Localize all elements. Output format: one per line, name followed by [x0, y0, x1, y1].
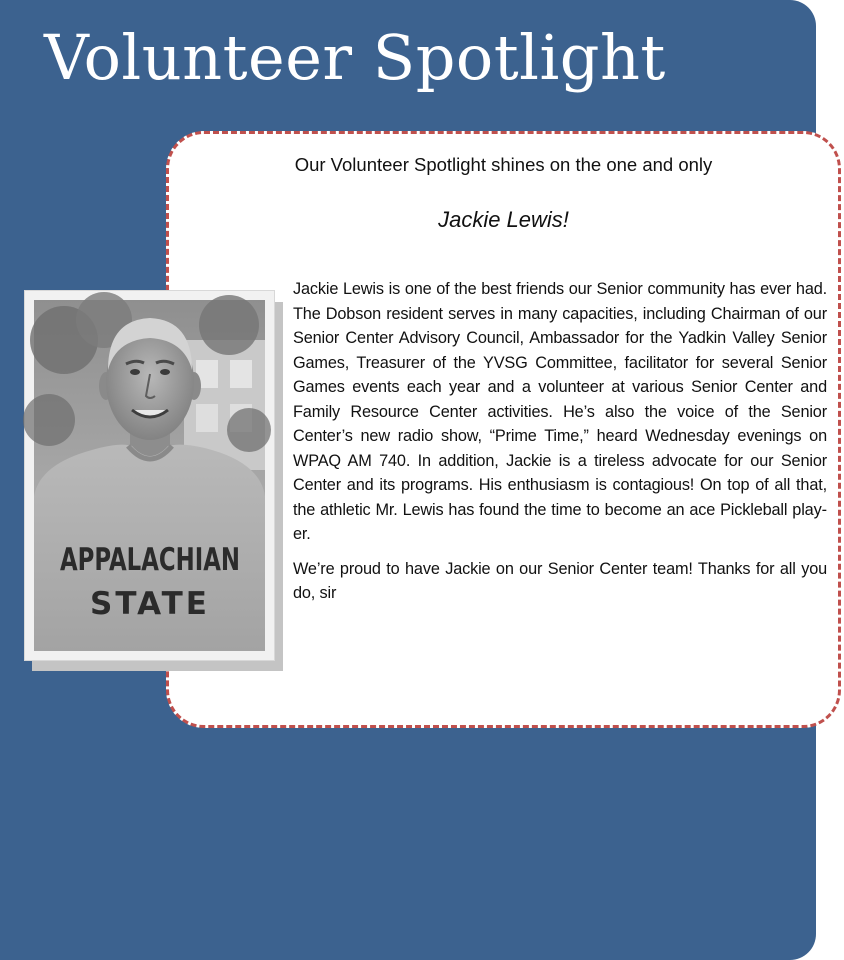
article-body [293, 277, 827, 616]
photo-frame [24, 290, 275, 661]
volunteer-photo [34, 300, 265, 651]
intro-line: Our Volunteer Spotlight shines on the one and only [294, 154, 713, 175]
page-title: Volunteer Spotlight [44, 21, 666, 94]
paragraph-bio: Jackie Lewis is one of the best friends our Senior community has ever had. The Dobson resident serves in many capacities, including Chairman of our Senior Center Advisory Council, Ambassador for the Yadkin Valley Senior Games, Treasurer of the YVSG Committee, facilitator for several Senior Games events each year and a volunteer at various Senior Center and Family Resource Center activities. He’s also the voice of the Senior Center’s new radio show, “Prime Time,” heard Wednesday evenings on WPAQ AM 740. In addition, Jackie is a tireless advocate for our Senior Center and its programs. His enthusiasm is contagious! On top of all that, the athletic Mr. Lewis has found the time to become an ace Pickleball player. [293, 280, 827, 543]
shirt-text-line2: STATE [90, 586, 210, 622]
svg-text:APPALACHIAN [60, 542, 240, 578]
paragraph-thanks: We’re proud to have Jackie on our Senior Center team! Thanks for all you do, sir [293, 559, 827, 602]
volunteer-name: Jackie Lewis! [438, 207, 569, 232]
svg-text:STATE [90, 586, 210, 622]
shirt-text-line1: APPALACHIAN [60, 542, 240, 578]
